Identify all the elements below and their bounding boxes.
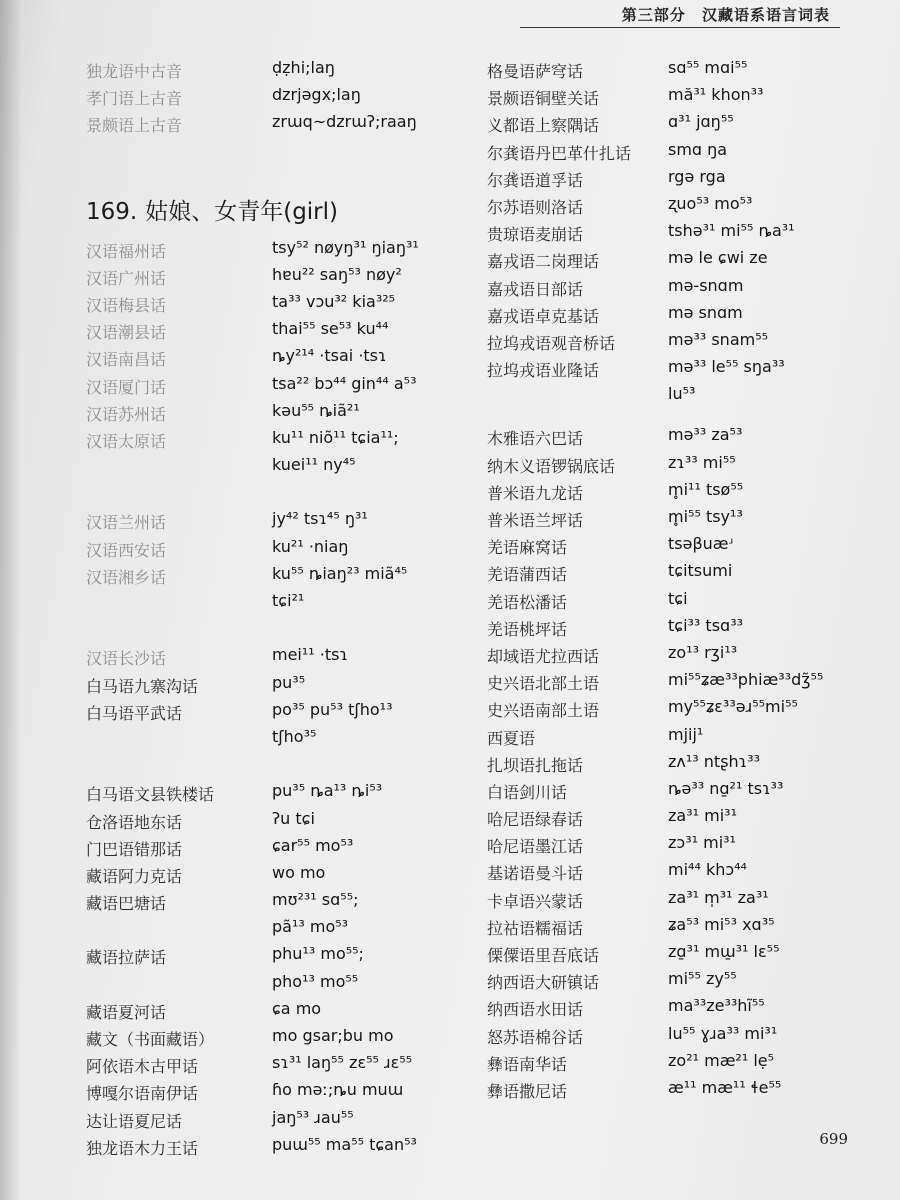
- dialect-name: 孝门语上古音: [86, 89, 183, 109]
- running-header: [612, 4, 830, 25]
- phonetic-form: pã¹³ mo⁵³: [272, 917, 349, 937]
- dialect-name: 仓洛语地东话: [86, 812, 183, 832]
- phonetic-form: ta³³ vɔu³² kia³²⁵: [272, 291, 396, 311]
- dialect-name: 基诺语曼斗话: [487, 864, 584, 884]
- phonetic-form: ku²¹ ·niaŋ: [272, 536, 349, 556]
- dialect-name: 傈僳语里吾底话: [487, 946, 600, 965]
- dialect-name: 哈尼语墨江话: [487, 837, 584, 857]
- dialect-name: 景颇语铜壁关话: [487, 89, 600, 109]
- phonetic-form: puɯ⁵⁵ ma⁵⁵ tɕan⁵³: [272, 1134, 417, 1154]
- dialect-name: 汉语厦门话: [86, 377, 167, 397]
- phonetic-form: phu¹³ mo⁵⁵;: [272, 944, 364, 964]
- phonetic-form: mə³³ za⁵³: [668, 425, 743, 445]
- phonetic-form: pho¹³ mo⁵⁵: [272, 971, 359, 991]
- page-gutter-shadow: [0, 0, 22, 1200]
- phonetic-form: ȵy²¹⁴ ·tsai ·tsɿ: [272, 346, 387, 366]
- phonetic-form: jaŋ⁵³ ɹau⁵⁵: [272, 1107, 354, 1127]
- phonetic-form: ku⁵⁵ ȵiaŋ²³ miã⁴⁵: [272, 563, 408, 583]
- dialect-name: 汉语梅县话: [86, 295, 167, 315]
- dialect-name: 彝语撒尼话: [487, 1081, 568, 1101]
- phonetic-form: mă³¹ khon³³: [668, 85, 764, 105]
- dialect-name: 博嘎尔语南伊话: [86, 1084, 199, 1104]
- dialect-name: 拉祜语糯福话: [487, 918, 584, 938]
- dialect-name: 白语剑川话: [487, 782, 568, 802]
- header-title: 汉藏语系语言词表: [701, 6, 830, 24]
- dialect-name: 藏语拉萨话: [86, 948, 167, 968]
- dialect-name: 汉语南昌话: [86, 350, 167, 370]
- phonetic-form: mə³³ le⁵⁵ sŋa³³: [668, 357, 785, 377]
- phonetic-form: tɕi²¹: [272, 591, 305, 610]
- phonetic-form: mə le ɕwi ze: [668, 248, 768, 268]
- phonetic-form: mei¹¹ ·tsɿ: [272, 645, 348, 665]
- dialect-name: 独龙语木力王话: [86, 1138, 199, 1158]
- section-number: 169.: [86, 199, 138, 225]
- phonetic-form: zʌ¹³ ntʂhɿ³³: [668, 751, 760, 771]
- phonetic-form: mə snɑm: [668, 302, 743, 322]
- dialect-name: 藏文（书面藏语）: [86, 1030, 215, 1049]
- dialect-name: 白马语平武话: [86, 703, 183, 723]
- phonetic-form: kəu⁵⁵ ȵiã²¹: [272, 400, 360, 420]
- phonetic-form: jy⁴² tsɿ⁴⁵ ŋ³¹: [272, 509, 368, 529]
- dialect-name: 拉坞戎语业隆话: [487, 361, 600, 381]
- phonetic-form: kuei¹¹ ny⁴⁵: [272, 455, 356, 475]
- phonetic-form: thai⁵⁵ se⁵³ ku⁴⁴: [272, 319, 389, 339]
- dialect-name: 却域语尤拉西话: [487, 646, 600, 666]
- dialect-name: 卡卓语兴蒙话: [487, 891, 584, 911]
- dialect-name: 汉语兰州话: [86, 513, 167, 533]
- phonetic-form: sɑ⁵⁵ mɑi⁵⁵: [668, 58, 748, 77]
- dialect-name: 纳木义语锣锅底话: [487, 456, 616, 476]
- dialect-name: 史兴语北部土语: [487, 674, 600, 694]
- phonetic-form: pu³⁵ ȵa¹³ ȵi⁵³: [272, 781, 383, 801]
- dialect-name: 怒苏语棉谷话: [487, 1027, 584, 1047]
- phonetic-form: mjij¹: [668, 724, 704, 744]
- phonetic-form: za³¹ m̩³¹ za³¹: [668, 887, 769, 907]
- phonetic-form: mi⁵⁵ʑæ³³phiæ³³dʒ̃⁵⁵: [668, 670, 824, 690]
- phonetic-form: zɿ³³ mi⁵⁵: [668, 452, 736, 472]
- phonetic-form: mi⁵⁵ zy⁵⁵: [668, 969, 737, 989]
- phonetic-form: tsəβuæʴ: [668, 534, 734, 554]
- header-part: 第三部分: [621, 6, 686, 24]
- phonetic-form: ɦo məː;ȵu muɯ: [272, 1080, 404, 1100]
- dialect-name: 纳西语水田话: [487, 1000, 584, 1020]
- dialect-name: 汉语苏州话: [86, 404, 167, 424]
- dialect-name: 藏语夏河话: [86, 1002, 167, 1022]
- phonetic-form: pu³⁵: [272, 672, 306, 692]
- dialect-name: 嘉戎语二岗理话: [487, 252, 600, 272]
- dialect-name: 羌语桃坪话: [487, 619, 568, 639]
- section-heading: [86, 193, 338, 226]
- phonetic-form: ʔu tɕi: [272, 808, 315, 828]
- phonetic-form: hɐu²² saŋ⁵³ nøy²: [272, 264, 402, 284]
- phonetic-form: mə³³ snam⁵⁵: [668, 329, 769, 349]
- phonetic-form: tshə³¹ mi⁵⁵ ȵa³¹: [668, 221, 795, 241]
- phonetic-form: ɑ³¹ jɑŋ⁵⁵: [668, 112, 734, 132]
- phonetic-form: tɕi: [668, 588, 688, 608]
- dialect-name: 彝语南华话: [487, 1054, 568, 1074]
- phonetic-form: tʃho³⁵: [272, 726, 317, 746]
- phonetic-form: mi⁴⁴ khɔ⁴⁴: [668, 860, 747, 880]
- dialect-name: 扎坝语扎拖话: [487, 755, 584, 775]
- dialect-name: 义都语上察隅话: [487, 116, 600, 136]
- dialect-name: 汉语西安话: [86, 540, 167, 560]
- dialect-name: 普米语兰坪话: [487, 511, 584, 530]
- phonetic-form: tsa²² bɔ⁴⁴ gin⁴⁴ a⁵³: [272, 373, 417, 393]
- dialect-name: 汉语福州话: [86, 241, 167, 261]
- phonetic-form: ku¹¹ niõ¹¹ tɕia¹¹;: [272, 427, 399, 447]
- phonetic-form: wo mo: [272, 862, 326, 882]
- dialect-name: 嘉戎语卓克基话: [487, 306, 600, 326]
- phonetic-form: mʊ²³¹ sɑ⁵⁵;: [272, 890, 359, 910]
- dialect-name: 羌语松潘话: [487, 592, 568, 612]
- dialect-name: 达让语夏尼话: [86, 1111, 183, 1131]
- phonetic-form: tɕi³³ tsɑ³³: [668, 615, 744, 635]
- dialect-name: 白马语文县铁楼话: [86, 785, 215, 805]
- dialect-name: 西夏语: [487, 728, 536, 748]
- phonetic-form: zɑ̱³¹ mɯ̱³¹ lɛ⁵⁵: [668, 942, 780, 961]
- dialect-name: 嘉戎语日部话: [487, 279, 584, 299]
- dialect-name: 汉语长沙话: [86, 649, 167, 669]
- phonetic-form: tɕitsumi: [668, 561, 733, 581]
- phonetic-form: dzrjəgx;laŋ: [272, 85, 361, 105]
- page-number: 699: [819, 1130, 848, 1148]
- phonetic-form: ȵə³³ nɑ̱²¹ tsɿ³³: [668, 778, 784, 798]
- phonetic-form: ɕar⁵⁵ mo⁵³: [272, 835, 354, 855]
- dialect-name: 藏语巴塘话: [86, 894, 167, 914]
- phonetic-form: zɔ³¹ mi³¹: [668, 833, 736, 853]
- phonetic-form: lu⁵⁵ ɣɹa³³ mi³¹: [668, 1023, 778, 1043]
- phonetic-form: mə-snɑm: [668, 275, 744, 295]
- dialect-name: 格曼语萨穹话: [487, 62, 584, 81]
- phonetic-form: m̥i⁵⁵ tsy¹³: [668, 507, 743, 526]
- dialect-name: 木雅语六巴话: [487, 429, 584, 449]
- dialect-name: 汉语广州话: [86, 268, 167, 288]
- dialect-name: 羌语蒲西话: [487, 565, 568, 585]
- dialect-name: 阿依语木古甲话: [86, 1057, 199, 1077]
- dialect-name: 羌语麻窝话: [487, 538, 568, 558]
- dialect-name: 白马语九寨沟话: [86, 676, 199, 696]
- phonetic-form: ma³³ze³³hĩ⁵⁵: [668, 996, 765, 1016]
- dialect-name: 尔苏语则洛话: [487, 197, 584, 217]
- dialect-name: 汉语太原话: [86, 431, 167, 451]
- phonetic-form: m̥i¹¹ tsø⁵⁵: [668, 479, 744, 499]
- phonetic-form: smɑ ŋa: [668, 139, 728, 159]
- phonetic-form: lu⁵³: [668, 384, 696, 404]
- phonetic-form: ḍẓhi;laŋ: [272, 58, 335, 77]
- phonetic-form: zo¹³ rʒi¹³: [668, 642, 738, 662]
- dialect-name: 汉语湘乡话: [86, 567, 167, 587]
- phonetic-form: za³¹ mi³¹: [668, 806, 737, 826]
- phonetic-form: tsy⁵² nøyŋ³¹ ŋiaŋ³¹: [272, 237, 419, 257]
- dialect-name: 藏语阿力克话: [86, 866, 183, 886]
- dialect-name: 独龙语中古音: [86, 62, 183, 81]
- phonetic-form: zrɯq~dzrɯʔ;raaŋ: [272, 112, 417, 132]
- dialect-name: 普米语九龙话: [487, 483, 584, 503]
- phonetic-form: ɕa mo: [272, 998, 322, 1018]
- dialect-name: 拉坞戎语观音桥话: [487, 333, 616, 353]
- phonetic-form: ʑa⁵³ mi⁵³ xɑ³⁵: [668, 914, 775, 934]
- phonetic-form: ʐuo⁵³ mo⁵³: [668, 193, 753, 213]
- dialect-name: 门巴语错那话: [86, 839, 183, 859]
- dialect-name: 景颇语上古音: [86, 116, 183, 136]
- section-title: 姑娘、女青年(girl): [145, 199, 339, 225]
- header-rule: [520, 27, 840, 28]
- phonetic-form: po³⁵ pu⁵³ tʃho¹³: [272, 699, 393, 719]
- dialect-name: 贵琼语麦崩话: [487, 225, 584, 245]
- phonetic-form: mo gsar;bu mo: [272, 1026, 394, 1045]
- phonetic-form: sɿ³¹ laŋ⁵⁵ zɛ⁵⁵ ɹɛ⁵⁵: [272, 1053, 413, 1073]
- phonetic-form: æ¹¹ mæ¹¹ ɬe⁵⁵: [668, 1077, 782, 1097]
- dialect-name: 史兴语南部土语: [487, 701, 600, 721]
- dialect-name: 汉语潮县话: [86, 323, 167, 343]
- dialect-name: 尔龚语道孚话: [487, 170, 584, 190]
- phonetic-form: my⁵⁵ʑɛ³³əɹ⁵⁵mi⁵⁵: [668, 697, 798, 717]
- dialect-name: 尔龚语丹巴革什扎话: [487, 143, 632, 163]
- phonetic-form: zo²¹ mæ²¹ lẹ⁵: [668, 1050, 775, 1070]
- phonetic-form: rgə rga: [668, 166, 726, 186]
- dialect-name: 哈尼语绿春话: [487, 810, 584, 830]
- dialect-name: 纳西语大研镇话: [487, 973, 600, 993]
